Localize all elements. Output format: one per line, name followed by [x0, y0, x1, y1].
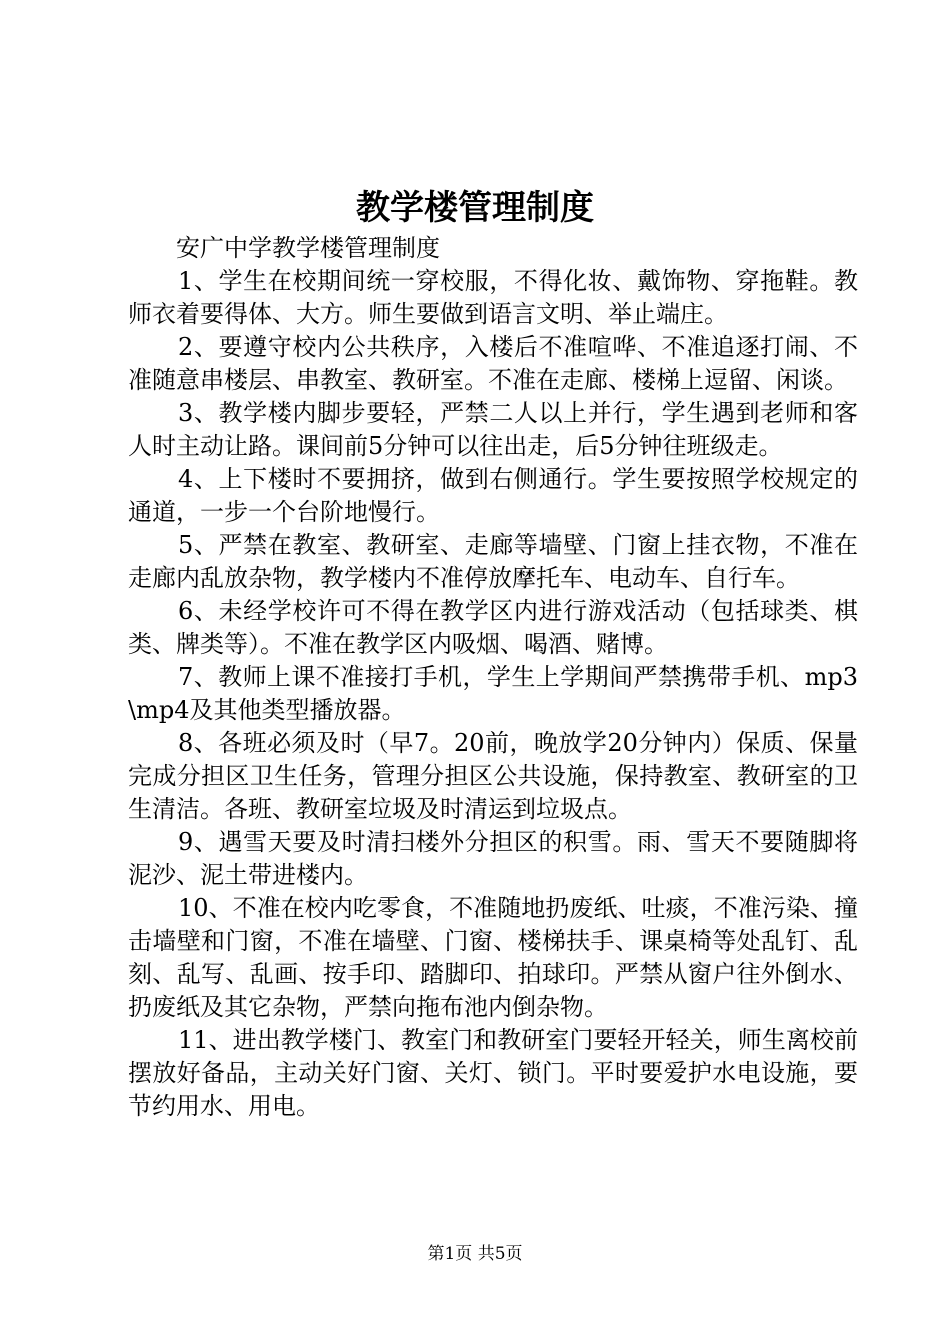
rule-paragraph-6: 6、未经学校许可不得在教学区内进行游戏活动（包括球类、棋类、牌类等）。不准在教学区内吸烟、喝酒、赌博。	[128, 597, 858, 658]
rule-paragraph-10: 10、不准在校内吃零食，不准随地扔废纸、吐痰，不准污染、撞击墙壁和门窗，不准在墙壁、门窗、楼梯扶手、课桌椅等处乱钉、乱刻、乱写、乱画、按手印、踏脚印、拍球印。严禁从窗户往外倒水、扔废纸及其它杂物，严禁向拖布池内倒杂物。	[128, 894, 858, 1021]
rule-paragraph-3: 3、教学楼内脚步要轻，严禁二人以上并行，学生遇到老师和客人时主动让路。课间前5分钟可以往出走，后5分钟往班级走。	[128, 399, 858, 460]
rule-paragraph-5: 5、严禁在教室、教研室、走廊等墙壁、门窗上挂衣物，不准在走廊内乱放杂物，教学楼内不准停放摩托车、电动车、自行车。	[128, 531, 858, 592]
rule-paragraph-4: 4、上下楼时不要拥挤，做到右侧通行。学生要按照学校规定的通道，一步一个台阶地慢行。	[128, 465, 858, 526]
rule-paragraph-8: 8、各班必须及时（早7。20前，晚放学20分钟内）保质、保量完成分担区卫生任务，管理分担区公共设施，保持教室、教研室的卫生清洁。各班、教研室垃圾及时清运到垃圾点。	[128, 729, 858, 823]
rule-paragraph-1: 1、学生在校期间统一穿校服，不得化妆、戴饰物、穿拖鞋。教师衣着要得体、大方。师生要做到语言文明、举止端庄。	[128, 267, 858, 328]
rule-paragraph-9: 9、遇雪天要及时清扫楼外分担区的积雪。雨、雪天不要随脚将泥沙、泥土带进楼内。	[128, 828, 858, 889]
document-subtitle: 安广中学教学楼管理制度	[176, 234, 440, 262]
document-title: 教学楼管理制度	[356, 188, 594, 228]
rule-paragraph-7: 7、教师上课不准接打手机，学生上学期间严禁携带手机、mp3\mp4及其他类型播放器。	[128, 663, 858, 724]
document-body	[128, 232, 858, 1123]
page-footer: 第1页 共5页	[427, 1244, 523, 1264]
rule-paragraph-11: 11、进出教学楼门、教室门和教研室门要轻开轻关，师生离校前摆放好备品，主动关好门窗、关灯、锁门。平时要爱护水电设施，要节约用水、用电。	[128, 1026, 858, 1120]
rule-paragraph-2: 2、要遵守校内公共秩序，入楼后不准喧哗、不准追逐打闹、不准随意串楼层、串教室、教研室。不准在走廊、楼梯上逗留、闲谈。	[128, 333, 858, 394]
